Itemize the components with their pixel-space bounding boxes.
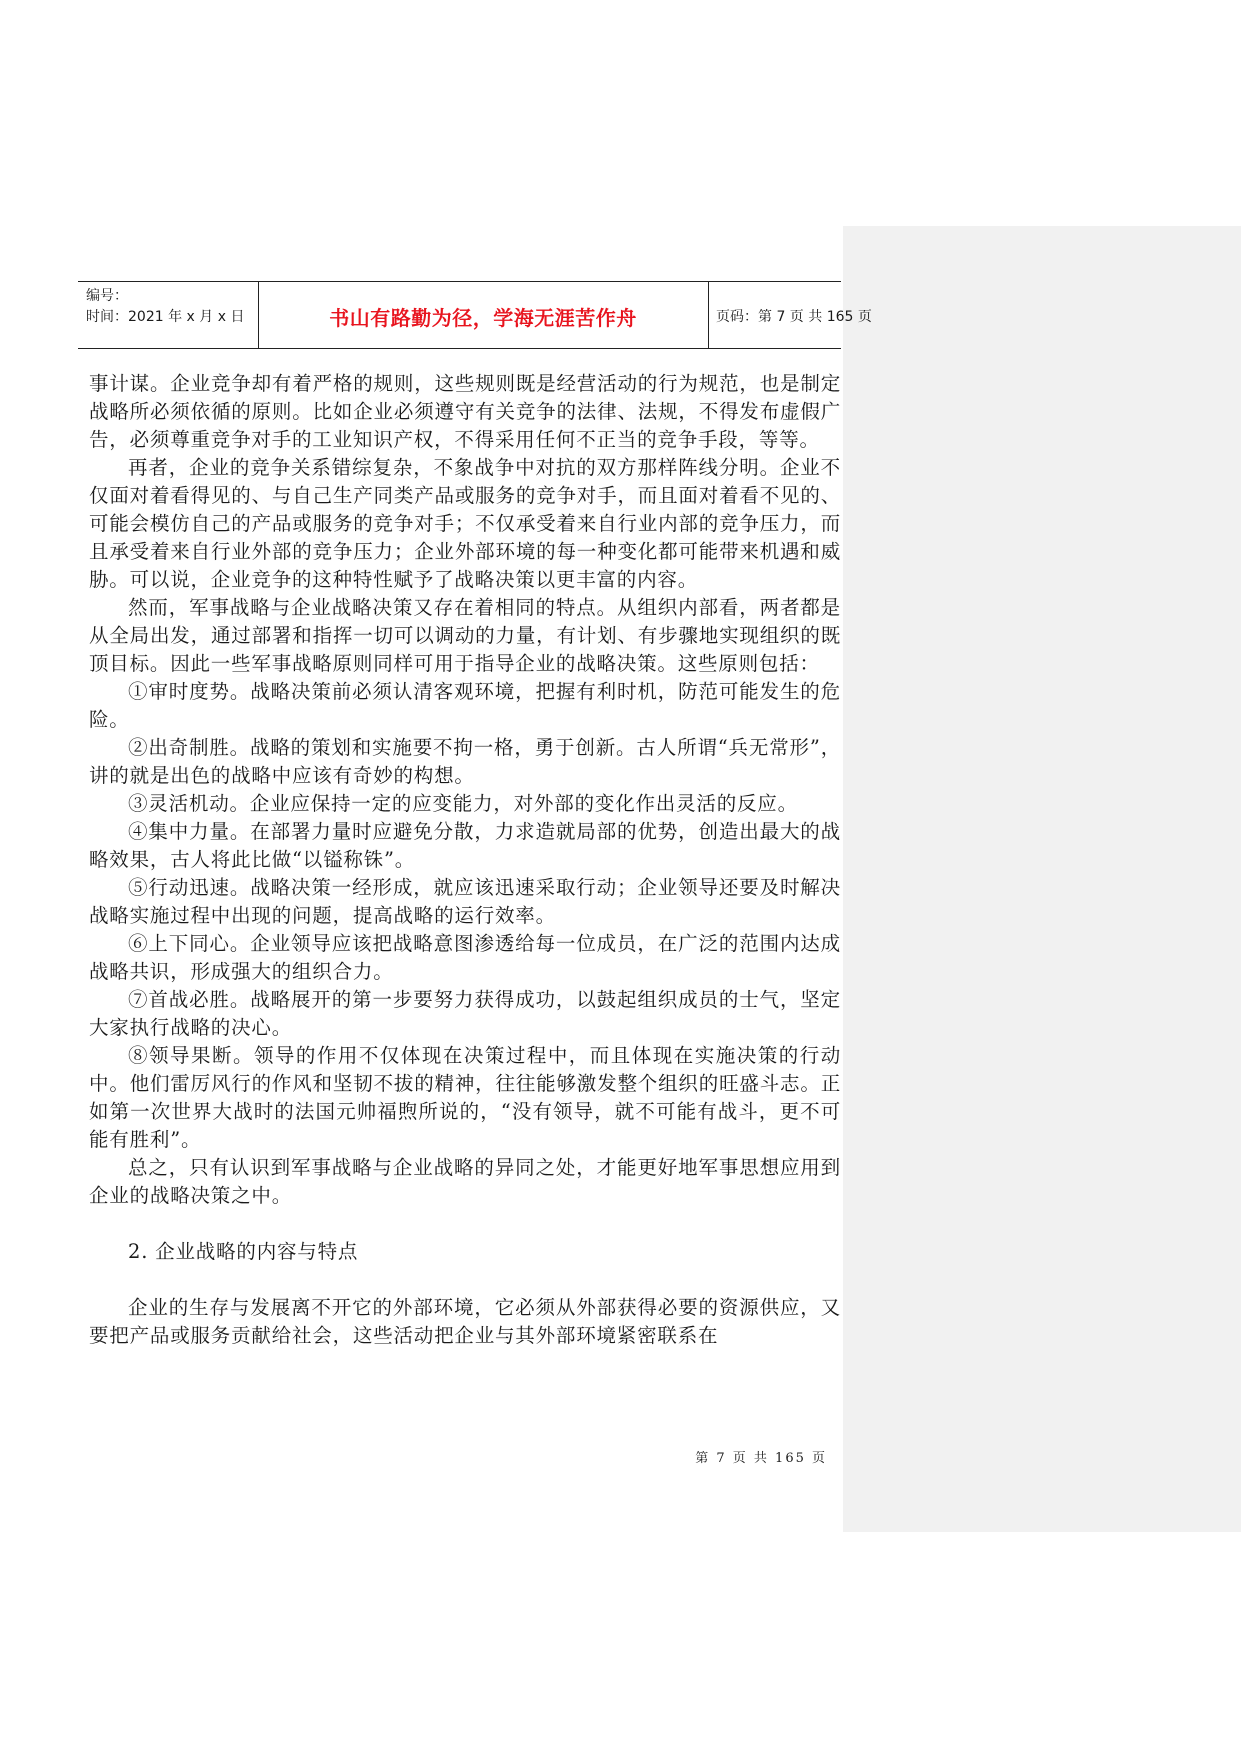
- header-page-cell: [708, 282, 872, 348]
- principle-item: ⑦首战必胜。战略展开的第一步要努力获得成功，以鼓起组织成员的士气，坚定大家执行战略的决心。: [89, 988, 841, 1039]
- body-paragraph: 企业的生存与发展离不开它的外部环境，它必须从外部获得必要的资源供应，又要把产品或服务贡献给社会，这些活动把企业与其外部环境紧密联系在: [89, 1296, 841, 1347]
- principle-item: ④集中力量。在部署力量时应避免分散，力求造就局部的优势，创造出最大的战略效果，古人将此比做“以镒称铢”。: [89, 820, 841, 871]
- principle-item: ②出奇制胜。战略的策划和实施要不拘一格，勇于创新。古人所谓“兵无常形”，讲的就是出色的战略中应该有奇妙的构想。: [89, 736, 841, 787]
- header-motto-cell: [258, 282, 709, 348]
- principle-item: ⑥上下同心。企业领导应该把战略意图渗透给每一位成员，在广泛的范围内达成战略共识，形成强大的组织合力。: [89, 932, 841, 983]
- principle-item: ⑧领导果断。领导的作用不仅体现在决策过程中，而且体现在实施决策的行动中。他们雷厉风行的作风和坚韧不拔的精神，往往能够激发整个组织的旺盛斗志。正如第一次世界大战时的法国元帅福煦所说的，“没有领导，就不可能有战斗，更不可能有胜利”。: [89, 1044, 841, 1151]
- document-time-label: 时间：2021 年 x 月 x 日: [86, 309, 245, 325]
- header-meta-cell: [78, 282, 259, 348]
- document-body: [89, 370, 841, 1350]
- principle-item: ③灵活机动。企业应保持一定的应变能力，对外部的变化作出灵活的反应。: [128, 792, 798, 815]
- page-footer: 第 7 页 共 165 页: [695, 1451, 827, 1466]
- header-table: [78, 281, 872, 349]
- header-page-number: 页码：第 7 页 共 165 页: [716, 309, 872, 325]
- principle-item: ①审时度势。战略决策前必须认清客观环境，把握有利时机，防范可能发生的危险。: [89, 680, 841, 731]
- body-paragraph: 然而，军事战略与企业战略决策又存在着相同的特点。从组织内部看，两者都是从全局出发，通过部署和指挥一切可以调动的力量，有计划、有步骤地实现组织的既顶目标。因此一些军事战略原则同样可用于指导企业的战略决策。这些原则包括：: [89, 596, 841, 675]
- header-motto: 书山有路勤为径，学海无涯苦作舟: [329, 306, 637, 330]
- body-paragraph: 再者，企业的竞争关系错综复杂，不象战争中对抗的双方那样阵线分明。企业不仅面对着看得见的、与自己生产同类产品或服务的竞争对手，而且面对着看不见的、可能会模仿自己的产品或服务的竞争对手；不仅承受着来自行业内部的竞争压力，而且承受着来自行业外部的竞争压力；企业外部环境的每一种变化都可能带来机遇和威胁。可以说，企业竞争的这种特性赋予了战略决策以更丰富的内容。: [89, 456, 841, 591]
- comment-pane: [843, 226, 1241, 1532]
- body-paragraph: 总之，只有认识到军事战略与企业战略的异同之处，才能更好地军事思想应用到企业的战略决策之中。: [89, 1156, 841, 1207]
- principle-item: ⑤行动迅速。战略决策一经形成，就应该迅速采取行动；企业领导还要及时解决战略实施过程中出现的问题，提高战略的运行效率。: [89, 876, 841, 927]
- document-number-label: 编号：: [86, 288, 128, 304]
- body-paragraph: 事计谋。企业竞争却有着严格的规则，这些规则既是经营活动的行为规范，也是制定战略所必须依循的原则。比如企业必须遵守有关竞争的法律、法规，不得发布虚假广告，必须尊重竞争对手的工业知识产权，不得采用任何不正当的竞争手段，等等。: [89, 372, 841, 451]
- section-heading: 2. 企业战略的内容与特点: [128, 1240, 359, 1263]
